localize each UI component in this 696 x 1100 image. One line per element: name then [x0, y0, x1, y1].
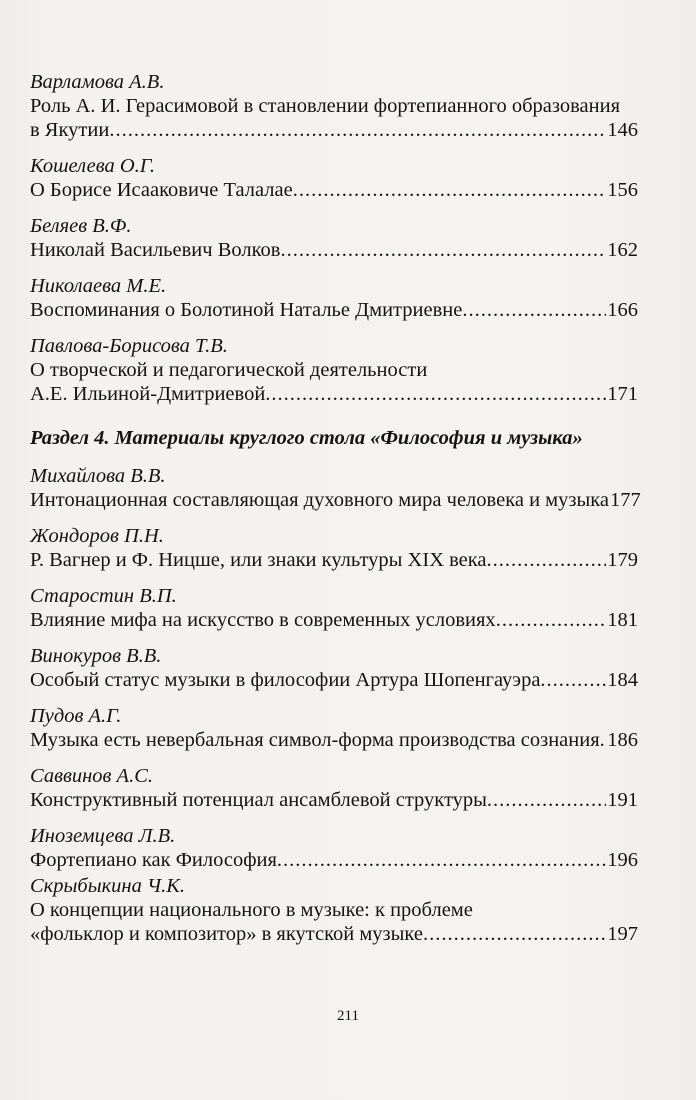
toc-entry-page-number: 177: [610, 489, 641, 511]
toc-entry-line: [30, 488, 641, 512]
toc-entry-page-number: 186: [607, 729, 638, 751]
toc-entry-page-number: 196: [607, 849, 638, 871]
toc-entry: [30, 764, 638, 812]
toc-entry-title: Интонационная составляющая духовного мира человека и музыка: [30, 489, 610, 511]
dot-leader: [487, 548, 607, 572]
toc-entry-page-number: 166: [607, 299, 638, 321]
toc-entry-line: [30, 668, 638, 692]
toc-entry-line: [30, 382, 638, 406]
toc-entry-page-number: 156: [607, 179, 638, 201]
toc-entry-author: Беляев В.Ф.: [30, 215, 132, 237]
toc-entry-page-number: 171: [607, 383, 638, 405]
toc-entry-title: в Якутии: [30, 119, 110, 141]
toc-entry-title: Музыка есть невербальная символ-форма производства сознания: [30, 729, 600, 751]
toc-entry: [30, 524, 638, 572]
toc-entry: [30, 584, 638, 632]
toc-entry-author: Михайлова В.В.: [30, 465, 166, 487]
toc-entry-author: Скрыбыкина Ч.К.: [30, 875, 185, 897]
toc-entry-line: [30, 848, 638, 872]
dot-leader: [423, 922, 606, 946]
toc-entry-line: [30, 728, 638, 752]
dot-leader: [496, 608, 607, 632]
toc-entry-page-number: 179: [607, 549, 638, 571]
dot-leader: [600, 728, 607, 752]
toc-entry-page-number: 191: [607, 789, 638, 811]
toc-entry-author: Иноземцева Л.В.: [30, 825, 176, 847]
section-heading: Раздел 4. Материалы круглого стола «Философия и музыка»: [30, 427, 583, 449]
toc-entry-line: [30, 922, 638, 946]
toc-entry-title: Фортепиано как Философия: [30, 849, 277, 871]
dot-leader: [293, 178, 607, 202]
toc-entry-author: Пудов А.Г.: [30, 705, 122, 727]
toc-entry-page-number: 146: [607, 119, 638, 141]
toc-entry-title: Р. Вагнер и Ф. Ницше, или знаки культуры XIX века: [30, 549, 487, 571]
toc-entry-line: [30, 608, 638, 632]
toc-entry-page-number: 197: [607, 923, 638, 945]
dot-leader: [487, 788, 606, 812]
toc-entry-line: [30, 118, 638, 142]
toc-entry-author: Старостин В.П.: [30, 585, 177, 607]
toc-entry: [30, 704, 638, 752]
toc-entry-title: Конструктивный потенциал ансамблевой структуры: [30, 789, 487, 811]
toc-entry-author: Николаева М.Е.: [30, 275, 167, 297]
dot-leader: [462, 298, 606, 322]
toc-entry: [30, 214, 638, 262]
toc-entry-title: О творческой и педагогической деятельности: [30, 359, 428, 381]
toc-entry-page-number: 162: [607, 239, 638, 261]
toc-entry-title: Николай Васильевич Волков: [30, 239, 281, 261]
toc-entry: [30, 154, 638, 202]
dot-leader: [280, 238, 606, 262]
toc-entry-page-number: 184: [607, 669, 638, 691]
toc-entry-author: Кошелева О.Г.: [30, 155, 156, 177]
toc-entry-line: [30, 548, 638, 572]
toc-entry-author: Павлова-Борисова Т.В.: [30, 335, 228, 357]
dot-leader: [109, 118, 606, 142]
toc-entry: [30, 874, 638, 946]
toc-entry-title: О концепции национального в музыке: к проблеме: [30, 899, 473, 921]
dot-leader: [265, 382, 606, 406]
toc-entry-title: А.Е. Ильиной-Дмитриевой: [30, 383, 266, 405]
toc-entry: [30, 274, 638, 322]
toc-entry-title: Воспоминания о Болотиной Наталье Дмитриевне: [30, 299, 463, 321]
toc-entry-title: О Борисе Исааковиче Талалае: [30, 179, 293, 201]
toc-entry-author: Варламова А.В.: [30, 71, 165, 93]
toc-entry-author: Винокуров В.В.: [30, 645, 162, 667]
dot-leader: [540, 668, 606, 692]
toc-entry-title: Влияние мифа на искусство в современных условиях: [30, 609, 496, 631]
page-number: 211: [337, 1008, 359, 1024]
toc-entry: [30, 70, 638, 142]
toc-entry-author: Саввинов А.С.: [30, 765, 153, 787]
toc-entry-title: Роль А. И. Герасимовой в становлении фортепианного образования: [30, 95, 621, 117]
toc-entry-line: [30, 298, 638, 322]
toc-entry-line: [30, 238, 638, 262]
toc-entry-author: Жондоров П.Н.: [30, 525, 164, 547]
toc-entry-title: Особый статус музыки в философии Артура Шопенгауэра: [30, 669, 541, 691]
dot-leader: [277, 848, 606, 872]
toc-entry: [30, 644, 638, 692]
toc-entry: [30, 824, 638, 872]
toc-entry-line: [30, 788, 638, 812]
toc-entry-title: «фольклор и композитор» в якутской музыке: [30, 923, 423, 945]
toc-entry: [30, 464, 641, 512]
toc-entry: [30, 334, 638, 406]
toc-entry-line: [30, 178, 638, 202]
table-of-contents: [30, 70, 641, 946]
toc-entry-page-number: 181: [607, 609, 638, 631]
